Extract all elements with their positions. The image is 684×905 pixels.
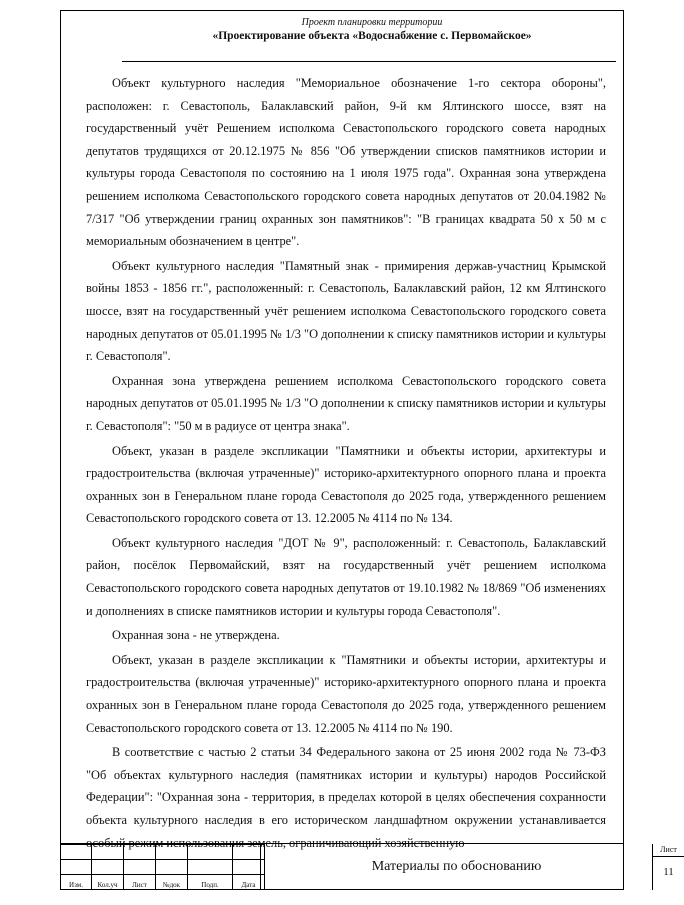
sheet-number: 11	[663, 866, 674, 878]
stamp-label-list: Лист	[124, 875, 156, 890]
paragraph: Объект культурного наследия "Мемориальное обозначение 1-го сектора обороны", расположен: г. Севастополь, Балаклавский район, 9-й км Ялтинского шоссе, взят на государственный учёт Решением исполкома Севастопольского городского совета народных депутатов трудящихся от 20.12.1975 № 856 "Об утверждении списков памятников истории и культуры города Севастополя по состоянию на 1 июля 1975 года". Охранная зона утверждена решением исполкома Севастопольского городского совета народных депутатов от 20.04.1982 № 7/317 "Об утверждении границ охранных зон памятников": "В границах квадрата 50 х 50 м с мемориальным обозначением в центре".	[86, 76, 606, 249]
paragraph: Охранная зона утверждена решением исполкома Севастопольского городского совета народных депутатов от 05.01.1995 № 1/3 "О дополнении к списку памятников истории и культуры г. Севастополя": "50 м в радиусе от центра знака".	[86, 373, 606, 433]
header-subtitle: Проект планировки территории	[301, 17, 443, 28]
paragraph: В соответствие с частью 2 статьи 34 Федерального закона от 25 июня 2002 года № 73-ФЗ "Об объектах культурного наследия (памятниках истории и культуры) народов Российской Федерации": "Охранная зона - территория, в пределах которой в целях обеспечения сохранности объекта культурного наследия в его историческом ландшафтном окружении устанавливается особый режим использования земель, ограничивающий хозяйственную	[86, 745, 606, 850]
paragraph: Объект культурного наследия "Памятный знак - примирения держав-участниц Крымской войны 1853 - 1856 гг.", расположенный: г. Севастополь, Балаклавский район, 12 км Ялтинского шоссе, взят на государственный учёт решением исполкома Севастопольского городского совета народных депутатов от 05.01.1995 № 1/3 "О дополнении к списку памятников истории и культуры г. Севастополя".	[86, 258, 606, 364]
paragraph: Охранная зона - не утверждена.	[112, 628, 280, 643]
title-block	[60, 843, 677, 890]
stamp-label-podp: Подп.	[188, 875, 233, 890]
sheet-label: Лист	[653, 844, 684, 857]
paragraph: Объект культурного наследия "ДОТ № 9", расположенный: г. Севастополь, Балаклавский район, посёлок Первомайский, взят на государственный учёт решением исполкома Севастопольского городского совета народных депутатов от 19.10.1982 № 18/869 "Об изменениях и дополнениях в списке памятников истории и культуры города Севастополя".	[86, 535, 606, 618]
stamp-label-ndok: №док	[156, 875, 188, 890]
paragraph: Объект, указан в разделе экспликации к "Памятники и объекты истории, архитектуры и градостроительства (включая утраченные)" историко-архитектурного опорного плана и проекта охранных зон в Генеральном плане города Севастополя до 2025 года, утвержденного решением Севастопольского городского совета от 13. 12.2005 № 4114 по № 190.	[86, 652, 606, 735]
page-header	[60, 16, 624, 44]
document-title: Материалы по обоснованию	[260, 844, 652, 890]
document-body	[86, 72, 606, 856]
paragraph: Объект, указан в разделе экспликации "Памятники и объекты истории, архитектуры и градостроительства (включая утраченные)" историко-архитектурного опорного плана и проекта охранных зон в Генеральном плане города Севастополя до 2025 года, утвержденного решением Севастопольского городского совета от 13. 12.2005 № 4114 по № 134.	[86, 443, 606, 526]
header-divider	[122, 61, 616, 62]
title-block-grid	[60, 844, 265, 890]
stamp-label-kol-uch: Кол.уч	[92, 875, 124, 890]
sheet-box	[652, 844, 684, 890]
stamp-label-data: Дата	[233, 875, 265, 890]
header-title: «Проектирование объекта «Водоснабжение с. Первомайское»	[212, 30, 532, 42]
stamp-label-izm: Изм.	[61, 875, 92, 890]
